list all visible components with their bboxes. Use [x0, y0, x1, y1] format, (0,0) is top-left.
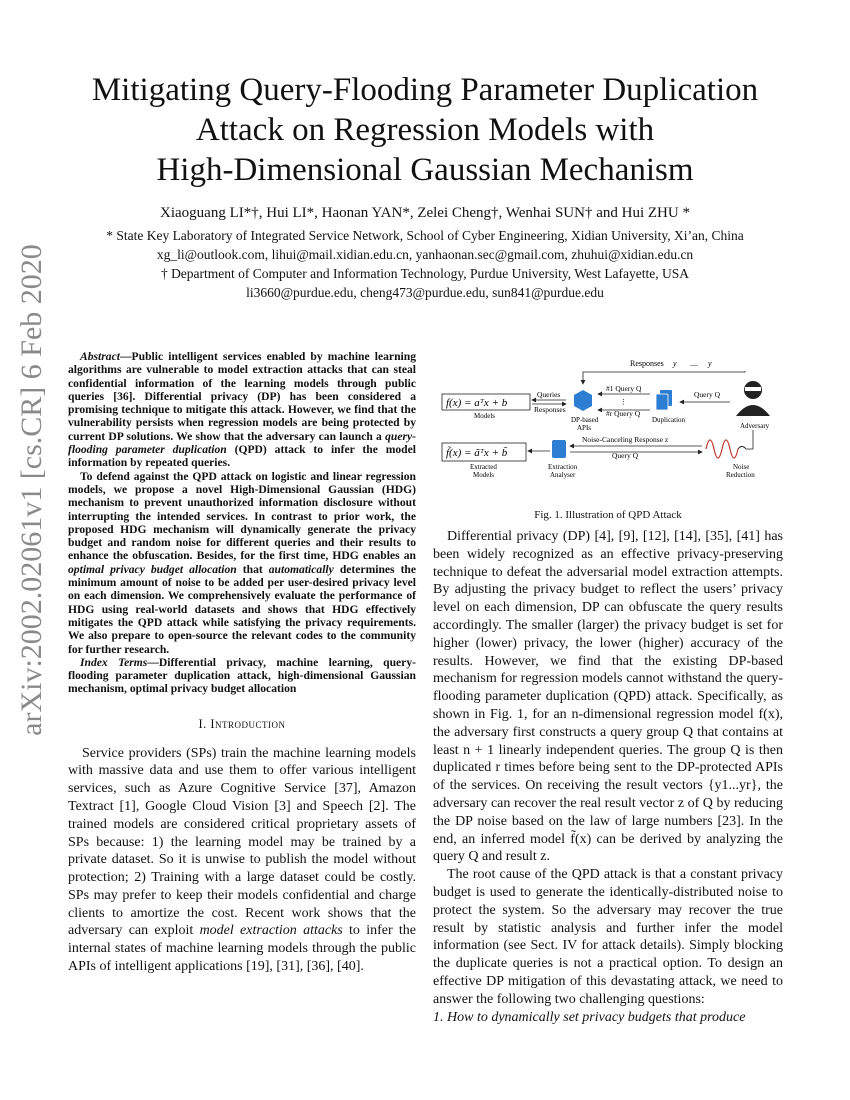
- abstract-text: that: [236, 562, 269, 576]
- figure-qpd-attack: [440, 356, 785, 496]
- extraction-analyser-icon: [552, 440, 566, 458]
- fig-adversary: Adversary: [740, 422, 770, 430]
- fig-extraction2: Analyser: [550, 471, 576, 479]
- question-1: 1. How to dynamically set privacy budgets that produce: [433, 1009, 746, 1025]
- fig-responses-top: Responses: [630, 359, 664, 368]
- abstract-text: To defend against the QPD attack on logistic and linear regression models, we propose a novel High-Dimensional Gaussian (HDG) mechanism to prevent unauthorized information disclosure without interrupting the intended services. In contrast to prior work, the proposed HDG mechanism will dynamically generate the privacy budget and random noise for different queries and their results to enhance the obfuscation. Besides, for the first time, HDG enables an: [68, 469, 416, 563]
- section-title: Introduction: [210, 716, 286, 731]
- author-names: Xiaoguang LI*†, Hui LI*, Haonan YAN*, Zelei Cheng†, Wenhai SUN† and Hui ZHU *: [160, 205, 690, 221]
- figure-caption: Fig. 1. Illustration of QPD Attack: [534, 509, 682, 521]
- fig-extracted2: Models: [473, 471, 494, 479]
- emails-1: xg_li@outlook.com, lihui@mail.xidian.edu.cn, yanhaonan.sec@gmail.com, zhuhui@xidian.edu.cn: [156, 247, 694, 262]
- body-text: Service providers (SPs) train the machine learning models with massive data and use them to offer various intelligent services, such as Azure Cognitive Service [37], Amazon Textract [1], Google Cloud Vision [3] and Speech [2]. The trained models are considered critical proprietary assets of SPs because: 1) the learning model may be trained by a private dataset. So it is unwise to publish the model without protection; 2) Training with a large dataset could be costly. SPs may prefer to keep their models confidential and charge clients to amortize the cost. Recent work shows that the adversary can exploit: [68, 745, 416, 939]
- fig-y1: y: [673, 359, 677, 368]
- section-heading: [68, 716, 416, 733]
- index-terms: [68, 656, 416, 696]
- body-text: to infer the internal states of machine learning models through the public APIs of intelligent applications [19], [31], [36], [40].: [68, 923, 416, 975]
- duplication-icon: [656, 394, 668, 410]
- abstract-text: (QPD) attack to infer the model information by repeated queries.: [68, 443, 416, 470]
- title-line: Mitigating Query-Flooding Parameter Duplication: [91, 72, 759, 108]
- fig-dots-top: ....: [690, 359, 698, 368]
- noise-wave-icon: [706, 440, 738, 458]
- left-column: [68, 350, 416, 976]
- abstract-text: —Public intelligent services enabled by machine learning algorithms are vulnerable to model extraction attacks that can steal confidential information of the learning models through public queries [36]. Differential privacy (DP) has been considered a promising technique to mitigate this attack. However, we find that the vulnerability persists when regression models are being protected by current DP solutions. We show that the adversary can launch a: [68, 350, 416, 443]
- fig-yr: y: [708, 359, 712, 368]
- fig-responses: Responses: [534, 405, 566, 414]
- abstract-label: Abstract: [80, 350, 120, 363]
- body-paragraph: Differential privacy (DP) [4], [9], [12], [14], [35], [41] has been widely recognized as an effective privacy-preserving technique to defeat the adversarial model extraction attempts. By adjusting the privacy budget to reflect the users’ privacy level on each dimension, DP can obfuscate the query results accordingly. The smaller (larger) the privacy budget is set for higher (lower) privacy, the lower (higher) accuracy of the results. However, we find that the existing DP-based mechanism for regression models cannot withstand the query-flooding parameter duplication (QPD) attack. Specifically, as shown in Fig. 1, for an n-dimensional regression model f(x), the adversary first constructs a query group Q that contains at least n + 1 linearly independent queries. The group Q is then duplicated r times before being sent to the DP-protected APIs of the services. On receiving the result vectors {y1...yr}, the adversary can recover the real result vector z of Q by reducing the DP noise based on the law of large numbers [23]. In the end, an inferred model f̃(x) can be derived by analyzing the query Q and result z.: [433, 529, 783, 865]
- paper-title: [40, 70, 810, 190]
- title-line: Attack on Regression Models with: [195, 112, 655, 148]
- author-block: [40, 204, 810, 302]
- fig-queries: Queries: [537, 390, 561, 399]
- abstract-emphasis: optimal privacy budget allocation: [68, 562, 237, 576]
- abstract-paragraph: [68, 350, 416, 470]
- fig-qr: #r Query Q: [606, 409, 641, 418]
- fig-extracted1: Extracted: [470, 463, 497, 471]
- fig-noise-cancel: Noise-Canceling Response z: [582, 435, 669, 444]
- fig-query-q2: Query Q: [612, 451, 639, 460]
- fig-noise2: Reduction: [726, 471, 755, 479]
- abstract-text: determines the minimum amount of noise to be added per user-desired privacy level on each dimension. We comprehensively evaluate the performance of HDG using real-world datasets and shows that HDG effectively mitigates the QPD attack while satisfying the privacy requirements. We also prepare to open-source the relevant codes to the community for further research.: [68, 562, 417, 656]
- fig-models-label: Models: [474, 412, 495, 420]
- abstract-emphasis: automatically: [268, 562, 334, 576]
- abstract: [68, 350, 416, 696]
- dp-api-icon: [574, 390, 592, 411]
- fig-query-q: Query Q: [694, 390, 721, 399]
- emails-2: li3660@purdue.edu, cheng473@purdue.edu, sun841@purdue.edu: [246, 285, 604, 300]
- index-terms-label: Index Terms: [80, 655, 148, 669]
- fig-vdots: ⋮: [620, 398, 627, 406]
- fig-noise1: Noise: [733, 463, 750, 471]
- index-terms-text: —Differential privacy, machine learning, query-flooding parameter duplication attack, high-dimensional Gaussian mechanism, optimal privacy budget allocation: [68, 655, 416, 696]
- fig-dp-label2: APIs: [577, 424, 592, 432]
- right-column: [433, 528, 783, 1026]
- affiliation-1: * State Key Laboratory of Integrated Service Network, School of Cyber Engineering, Xidian University, Xi’an, China: [106, 228, 744, 243]
- fig-q1: #1 Query Q: [606, 384, 642, 393]
- noise-wave-icon: [738, 447, 746, 450]
- fig-extraction1: Extraction: [548, 463, 578, 471]
- section-number: I.: [198, 716, 207, 731]
- fig-duplication: Duplication: [652, 416, 686, 424]
- body-emphasis: model extraction attacks: [199, 923, 343, 939]
- fig-extracted-eq: f̃(x) = ãᵀx + b̃: [446, 447, 508, 459]
- fig-model-eq: f(x) = aᵀx + b: [446, 397, 508, 409]
- title-line: High-Dimensional Gaussian Mechanism: [156, 152, 694, 188]
- affiliation-2: † Department of Computer and Information Technology, Purdue University, West Lafayette, USA: [160, 266, 690, 281]
- abstract-paragraph: [68, 470, 416, 656]
- body-paragraph: The root cause of the QPD attack is that a constant privacy budget is used to generate the identically-distributed noise to protect the system. So the adversary may recover the true result by statistic analysis and further infer the model information (see Sect. IV for attack details). Simply blocking the duplicate queries is not a practical option. To design an effective DP mitigation of this devastating attack, we need to answer the following two challenging questions:: [433, 867, 783, 1007]
- intro-paragraph: [68, 745, 416, 976]
- arxiv-side-stamp: arXiv:2002.02061v1 [cs.CR] 6 Feb 2020: [15, 244, 48, 736]
- fig-dp-label1: DP-based: [571, 416, 599, 424]
- abstract-emphasis: query-flooding parameter duplication: [68, 429, 416, 457]
